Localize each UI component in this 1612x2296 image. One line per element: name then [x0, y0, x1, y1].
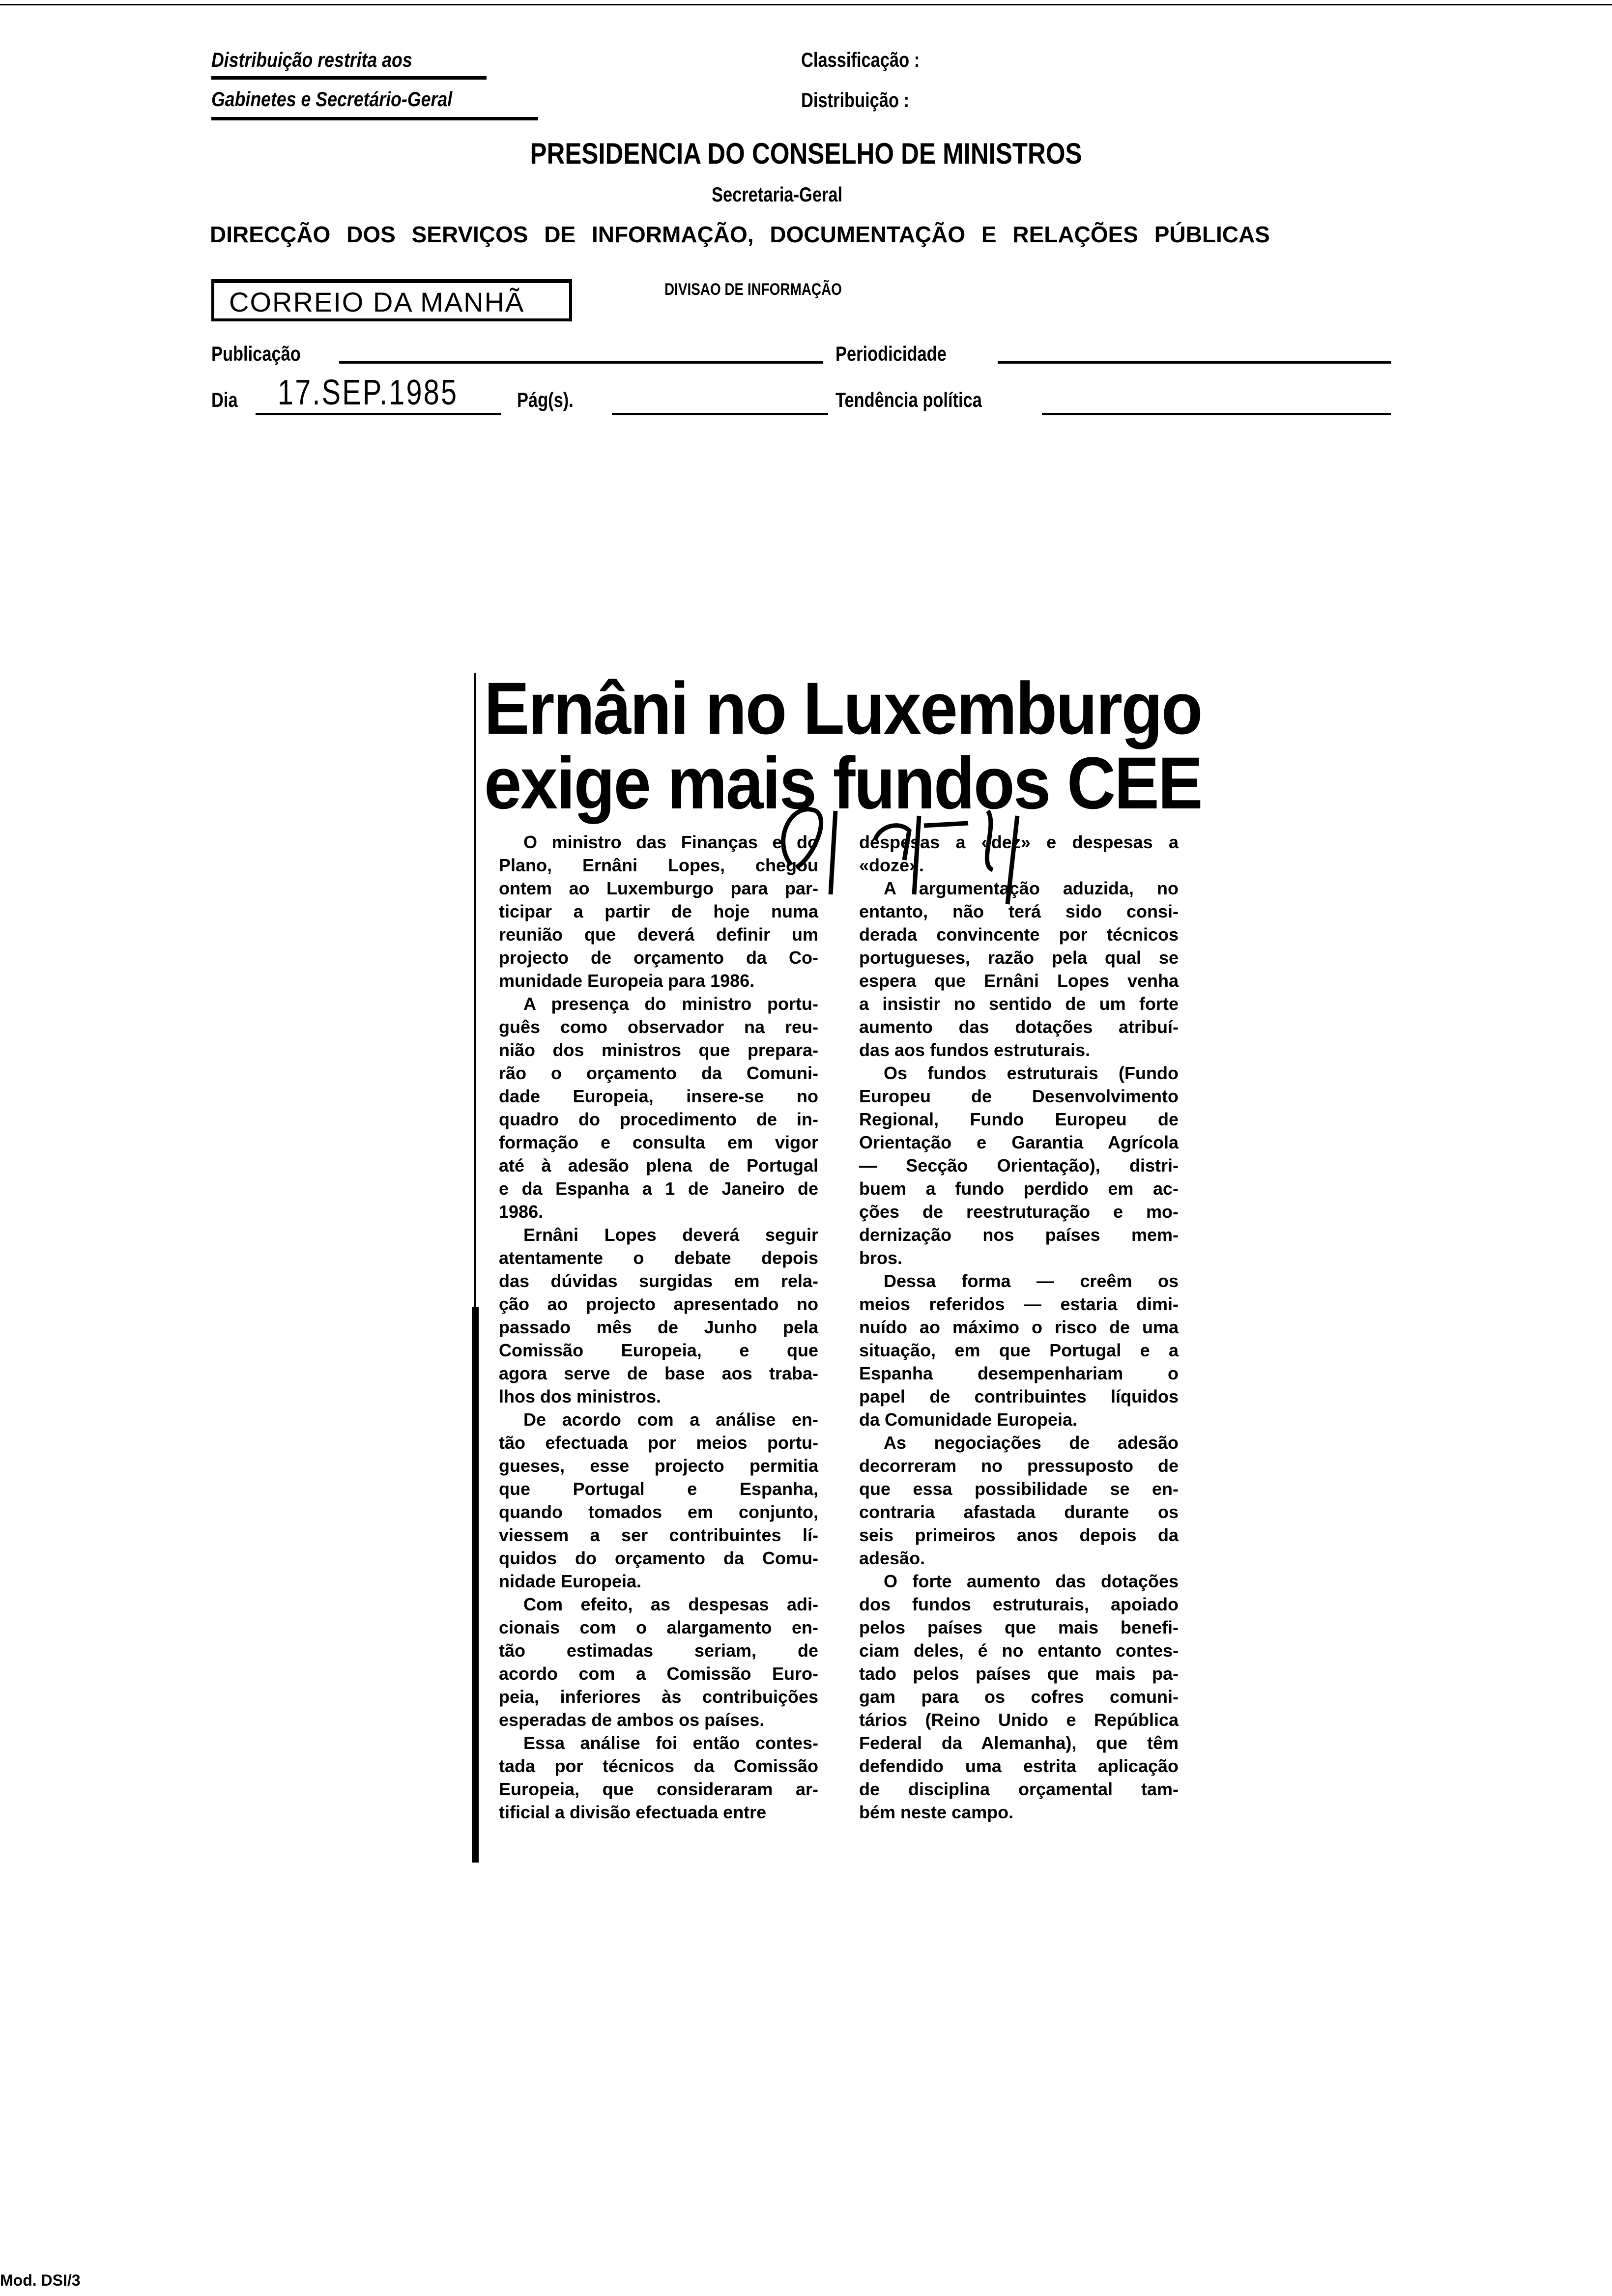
article-text-line: papel de contribuintes líquidos [859, 1386, 1179, 1406]
article-text-line: da Comunidade Europeia. [859, 1409, 1078, 1430]
article-text-line: Europeu de Desenvolvimento [859, 1086, 1179, 1106]
article-column-left [499, 831, 818, 1824]
article-text-line: adesão. [859, 1548, 925, 1568]
article-text-line: viessem a ser contribuintes lí- [499, 1525, 818, 1545]
article-text-line: portugueses, razão pela qual se [859, 947, 1179, 968]
periodicidade-field[interactable] [998, 361, 1391, 364]
distribuicao-label: Distribuição : [801, 88, 910, 112]
article-text-line: bém neste campo. [859, 1802, 1014, 1822]
underline [211, 117, 538, 120]
article-text-line: que essa possibilidade se en- [859, 1479, 1179, 1499]
article-text-line: situação, em que Portugal e a [859, 1340, 1179, 1360]
article-text-line: gueses, esse projecto permitia [499, 1456, 818, 1476]
article-text-line: Plano, Ernâni Lopes, chegou [499, 855, 818, 875]
article-text-line: ciam deles, é no entanto contes- [859, 1640, 1179, 1661]
article-text-line: entanto, não terá sido consi- [859, 901, 1179, 921]
article-text-line: Espanha desempenhariam o [859, 1363, 1179, 1383]
publicacao-field[interactable] [339, 361, 823, 364]
article-text-line: meios referidos — estaria dimi- [859, 1294, 1179, 1314]
article-text-line: ção ao projecto apresentado no [499, 1294, 818, 1314]
article-text-line: quidos do orçamento da Comu- [499, 1548, 818, 1568]
article-text-line: Dessa forma — creêm os [884, 1271, 1179, 1291]
article-text-line: Orientação e Garantia Agrícola [859, 1132, 1179, 1152]
directorate-heading: DIRECÇÃO DOS SERVIÇOS DE INFORMAÇÃO, DOCUMENTAÇÃO E RELAÇÕES PÚBLICAS [210, 222, 1270, 247]
article-text-line: A argumentação aduzida, no [884, 878, 1179, 898]
department-subtitle: Secretaria-Geral [712, 183, 843, 206]
article-text-line: rão o orçamento da Comuni- [499, 1063, 818, 1083]
headline-line2: exige mais fundos CEE [484, 742, 1202, 824]
article-text-line: e da Espanha a 1 de Janeiro de [499, 1178, 818, 1199]
article-text-line: Com efeito, as despesas adi- [523, 1594, 818, 1614]
article-text-line: derada convincente por técnicos [859, 924, 1179, 945]
article-text-line: pelos países que mais benefi- [859, 1617, 1179, 1637]
article-text-line: esperadas de ambos os países. [499, 1710, 765, 1730]
article-text-line: ções de reestruturação e mo- [859, 1202, 1179, 1222]
article-text-line: formação e consulta em vigor [499, 1132, 818, 1152]
article-text-line: Federal da Alemanha), que têm [859, 1733, 1179, 1753]
article-text-line: espera que Ernâni Lopes venha [859, 971, 1179, 991]
article-text-line: bros. [859, 1248, 903, 1268]
article-text-line: A presença do ministro portu- [523, 994, 818, 1014]
article-text-line: ticipar a partir de hoje numa [499, 901, 818, 921]
article-text-line: lhos dos ministros. [499, 1386, 662, 1406]
article-text-line: nião dos ministros que prepara- [499, 1040, 818, 1060]
tendencia-field[interactable] [1042, 413, 1391, 415]
headline-line1: Ernâni no Luxemburgo [484, 667, 1202, 749]
pags-label: Pág(s). [517, 388, 574, 411]
article-text-line: «doze». [859, 855, 924, 875]
classificacao-label: Classificação : [801, 48, 920, 71]
article-text-line: nuído ao máximo o risco de uma [859, 1317, 1179, 1337]
article-text-line: contraria afastada durante os [859, 1502, 1179, 1522]
publication-stamp [211, 279, 572, 321]
article-text-line: despesas a «dez» e despesas a [859, 832, 1179, 852]
underline [211, 76, 487, 80]
article-text-line: As negociações de adesão [884, 1433, 1179, 1453]
article-text-line: ontem ao Luxemburgo para par- [499, 878, 818, 898]
distribution-restriction-line2: Gabinetes e Secretário-Geral [211, 87, 453, 111]
article-text-line: aumento das dotações atribuí- [859, 1017, 1179, 1037]
article-text-line: cionais com o alargamento en- [499, 1617, 818, 1637]
article-text-line: Comissão Europeia, e que [499, 1340, 818, 1360]
distribution-restriction-line1: Distribuição restrita aos [211, 48, 412, 71]
periodicidade-label: Periodicidade [835, 342, 947, 365]
article-text-line: quando tomados em conjunto, [499, 1502, 818, 1522]
article-text-line: defendido uma estrita aplicação [859, 1756, 1179, 1776]
article-text-line: nidade Europeia. [499, 1571, 642, 1591]
article-text-line: De acordo com a análise en- [523, 1409, 818, 1430]
article-text-line: guês como observador na reu- [499, 1017, 818, 1037]
pags-field[interactable] [612, 413, 828, 415]
article-text-line: quadro do procedimento de in- [499, 1109, 818, 1129]
article-text-line: acordo com a Comissão Euro- [499, 1664, 818, 1684]
article-text-line: Regional, Fundo Europeu de [859, 1109, 1179, 1129]
organization-title: PRESIDENCIA DO CONSELHO DE MINISTROS [530, 137, 1082, 170]
division-label: DIVISAO DE INFORMAÇÃO [664, 280, 842, 299]
dia-label: Dia [211, 388, 238, 411]
article-text-line: tificial a divisão efectuada entre [499, 1802, 767, 1822]
article-text-line: projecto de orçamento da Co- [499, 947, 818, 968]
stamp-text: CORREIO DA MANHÃ [229, 287, 525, 317]
article-text-line: Os fundos estruturais (Fundo [884, 1063, 1179, 1083]
article-text-line: buem a fundo perdido em ac- [859, 1178, 1179, 1199]
article-text-line: 1986. [499, 1202, 544, 1222]
article-text-line: Ernâni Lopes deverá seguir [523, 1225, 818, 1245]
article-text-line: peia, inferiores às contribuições [499, 1687, 818, 1707]
clipping-shadow [472, 1307, 479, 1863]
article-text-line: — Secção Orientação), distri- [859, 1155, 1179, 1176]
article-text-line: tão estimadas seriam, de [499, 1640, 818, 1661]
article-text-line: a insistir no sentido de um forte [859, 994, 1179, 1014]
article-text-line: seis primeiros anos depois da [859, 1525, 1179, 1545]
dia-value: 17.SEP.1985 [278, 373, 459, 412]
article-text-line: tários (Reino Unido e República [859, 1710, 1179, 1730]
article-text-line: O forte aumento das dotações [884, 1571, 1179, 1591]
publicacao-label: Publicação [211, 342, 301, 365]
article-column-right [859, 831, 1179, 1824]
article-text-line: Essa análise foi então contes- [523, 1733, 818, 1753]
dia-field[interactable] [256, 413, 501, 415]
article-text-line: dernização nos países mem- [859, 1225, 1179, 1245]
article-text-line: passado mês de Junho pela [499, 1317, 818, 1337]
article-text-line: que Portugal e Espanha, [499, 1479, 818, 1499]
tendencia-label: Tendência política [835, 388, 982, 411]
article-text-line: das aos fundos estruturais. [859, 1040, 1091, 1060]
article-text-line: de disciplina orçamental tam- [859, 1779, 1179, 1799]
article-text-line: dos fundos estruturais, apoiado [859, 1594, 1179, 1614]
form-code: Mod. DSI/3 [0, 2271, 81, 2289]
article-text-line: das dúvidas surgidas em rela- [499, 1271, 818, 1291]
article-text-line: tão efectuada por meios portu- [499, 1433, 818, 1453]
article-text-line: reunião que deverá definir um [499, 924, 818, 945]
article-text-line: decorreram no pressuposto de [859, 1456, 1179, 1476]
article-text-line: Europeia, que consideraram ar- [499, 1779, 818, 1799]
article-text-line: até à adesão plena de Portugal [499, 1155, 818, 1176]
article-text-line: tado pelos países que mais pa- [859, 1664, 1179, 1684]
article-text-line: atentamente o debate depois [499, 1248, 818, 1268]
article-text-line: tada por técnicos da Comissão [499, 1756, 818, 1776]
article-text-line: gam para os cofres comuni- [859, 1687, 1179, 1707]
article-text-line: munidade Europeia para 1986. [499, 971, 755, 991]
article-text-line: dade Europeia, insere-se no [499, 1086, 818, 1106]
top-edge-line [0, 4, 1612, 5]
article-text-line: agora serve de base aos traba- [499, 1363, 818, 1383]
article-text-line: O ministro das Finanças e do [523, 832, 818, 852]
